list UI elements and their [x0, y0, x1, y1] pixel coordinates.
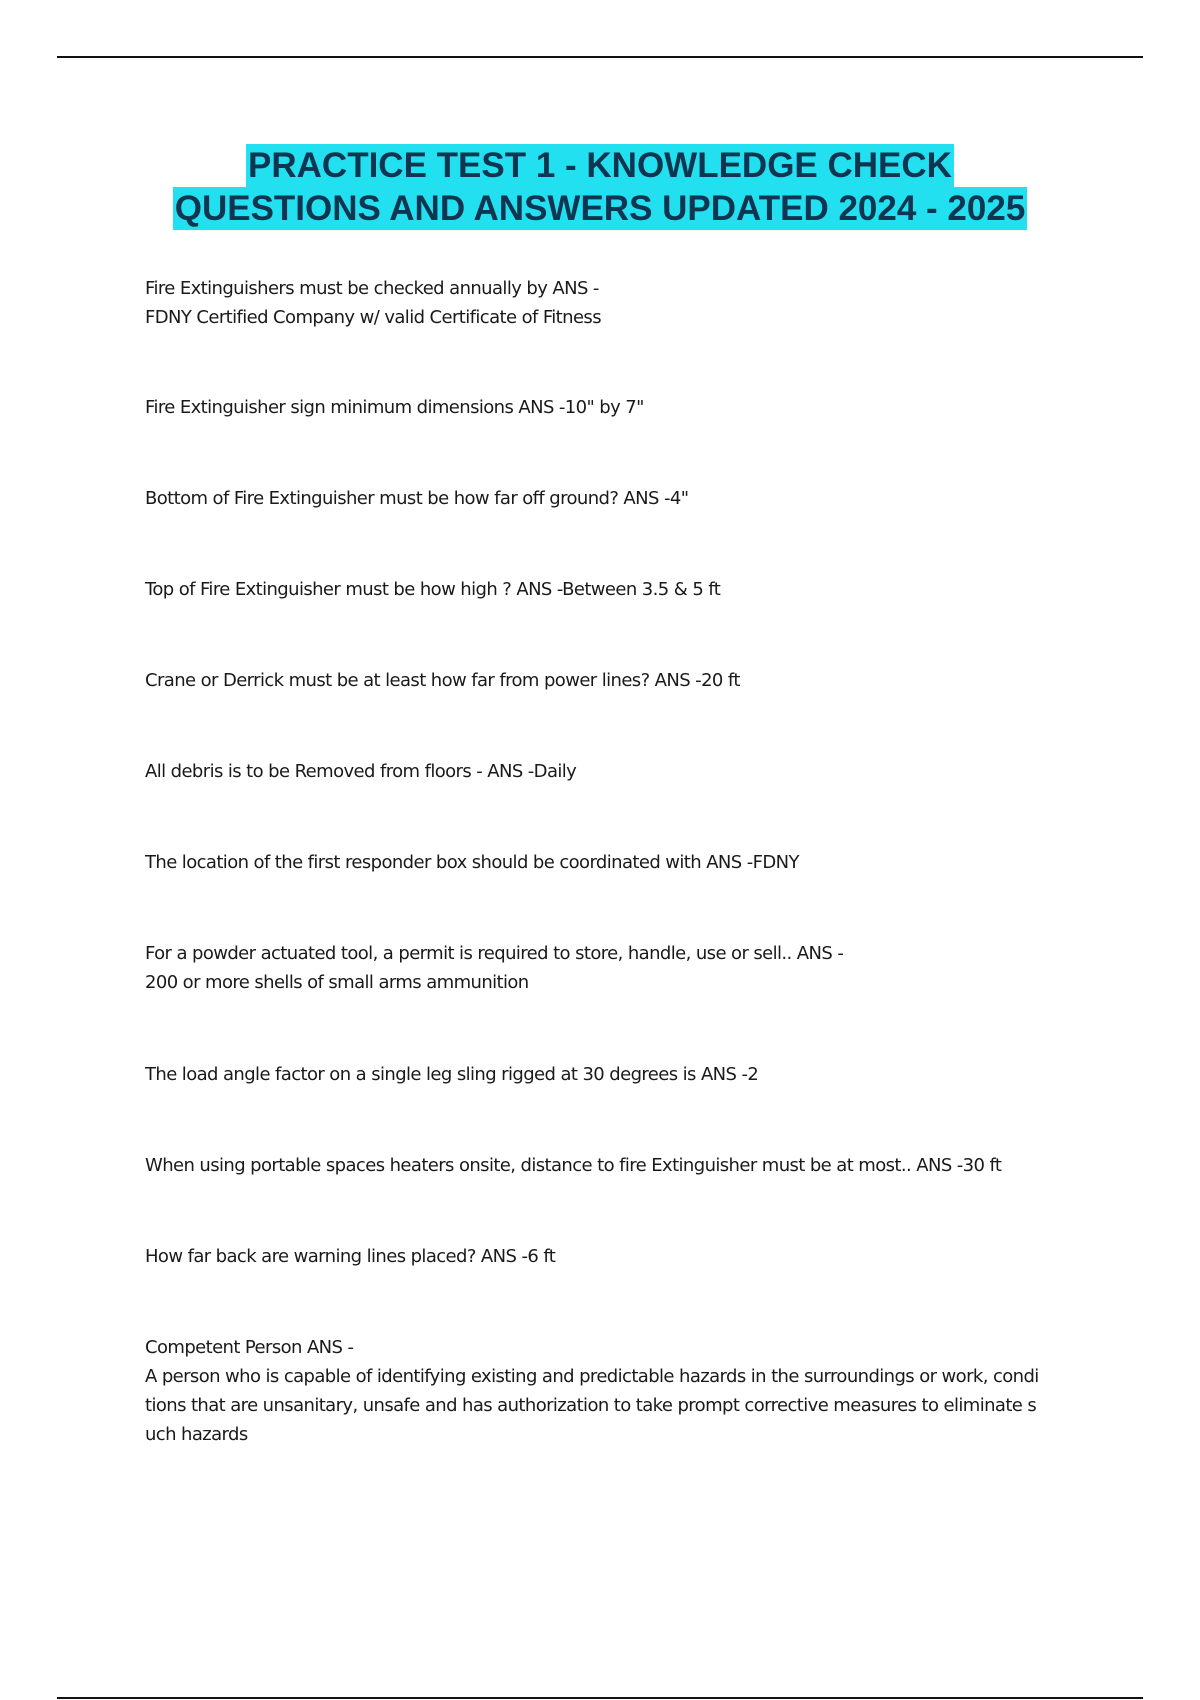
qa-line: When using portable spaces heaters onsite, distance to fire Extinguisher must be at most.. ANS -30 ft [145, 1155, 1002, 1176]
qa-line: tions that are unsanitary, unsafe and has authorization to take prompt corrective measures to eliminate s [145, 1395, 1037, 1416]
qa-item [145, 1242, 1095, 1271]
title-line-2: QUESTIONS AND ANSWERS UPDATED 2024 - 2025 [174, 189, 1026, 228]
qa-item [145, 274, 1095, 332]
page-title [0, 144, 1200, 230]
qa-line: The location of the first responder box should be coordinated with ANS -FDNY [145, 852, 799, 873]
qa-line: For a powder actuated tool, a permit is required to store, handle, use or sell.. ANS - [145, 943, 844, 964]
qa-item [145, 1333, 1095, 1449]
title-line-1: PRACTICE TEST 1 - KNOWLEDGE CHECK [248, 146, 952, 185]
qa-item [145, 575, 1095, 604]
qa-line: uch hazards [145, 1424, 248, 1445]
qa-item [145, 757, 1095, 786]
qa-line: All debris is to be Removed from floors - ANS -Daily [145, 761, 577, 782]
qa-line: FDNY Certified Company w/ valid Certificate of Fitness [145, 307, 601, 328]
top-rule [57, 56, 1143, 58]
qa-item [145, 939, 1095, 997]
qa-line: The load angle factor on a single leg sling rigged at 30 degrees is ANS -2 [145, 1064, 759, 1085]
qa-item [145, 1151, 1095, 1180]
qa-line: Crane or Derrick must be at least how far from power lines? ANS -20 ft [145, 670, 740, 691]
qa-line: Fire Extinguishers must be checked annually by ANS - [145, 278, 599, 299]
qa-line: Competent Person ANS - [145, 1337, 354, 1358]
qa-item [145, 484, 1095, 513]
qa-line: Bottom of Fire Extinguisher must be how far off ground? ANS -4" [145, 488, 689, 509]
qa-item [145, 1060, 1095, 1089]
qa-line: A person who is capable of identifying existing and predictable hazards in the surroundings or work, condi [145, 1366, 1039, 1387]
qa-item [145, 393, 1095, 422]
qa-line: Fire Extinguisher sign minimum dimensions ANS -10" by 7" [145, 397, 644, 418]
qa-item [145, 666, 1095, 695]
qa-line: 200 or more shells of small arms ammunition [145, 972, 529, 993]
qa-line: Top of Fire Extinguisher must be how high ? ANS -Between 3.5 & 5 ft [145, 579, 721, 600]
bottom-rule [57, 1697, 1143, 1699]
qa-item [145, 848, 1095, 877]
qa-line: How far back are warning lines placed? ANS -6 ft [145, 1246, 556, 1267]
